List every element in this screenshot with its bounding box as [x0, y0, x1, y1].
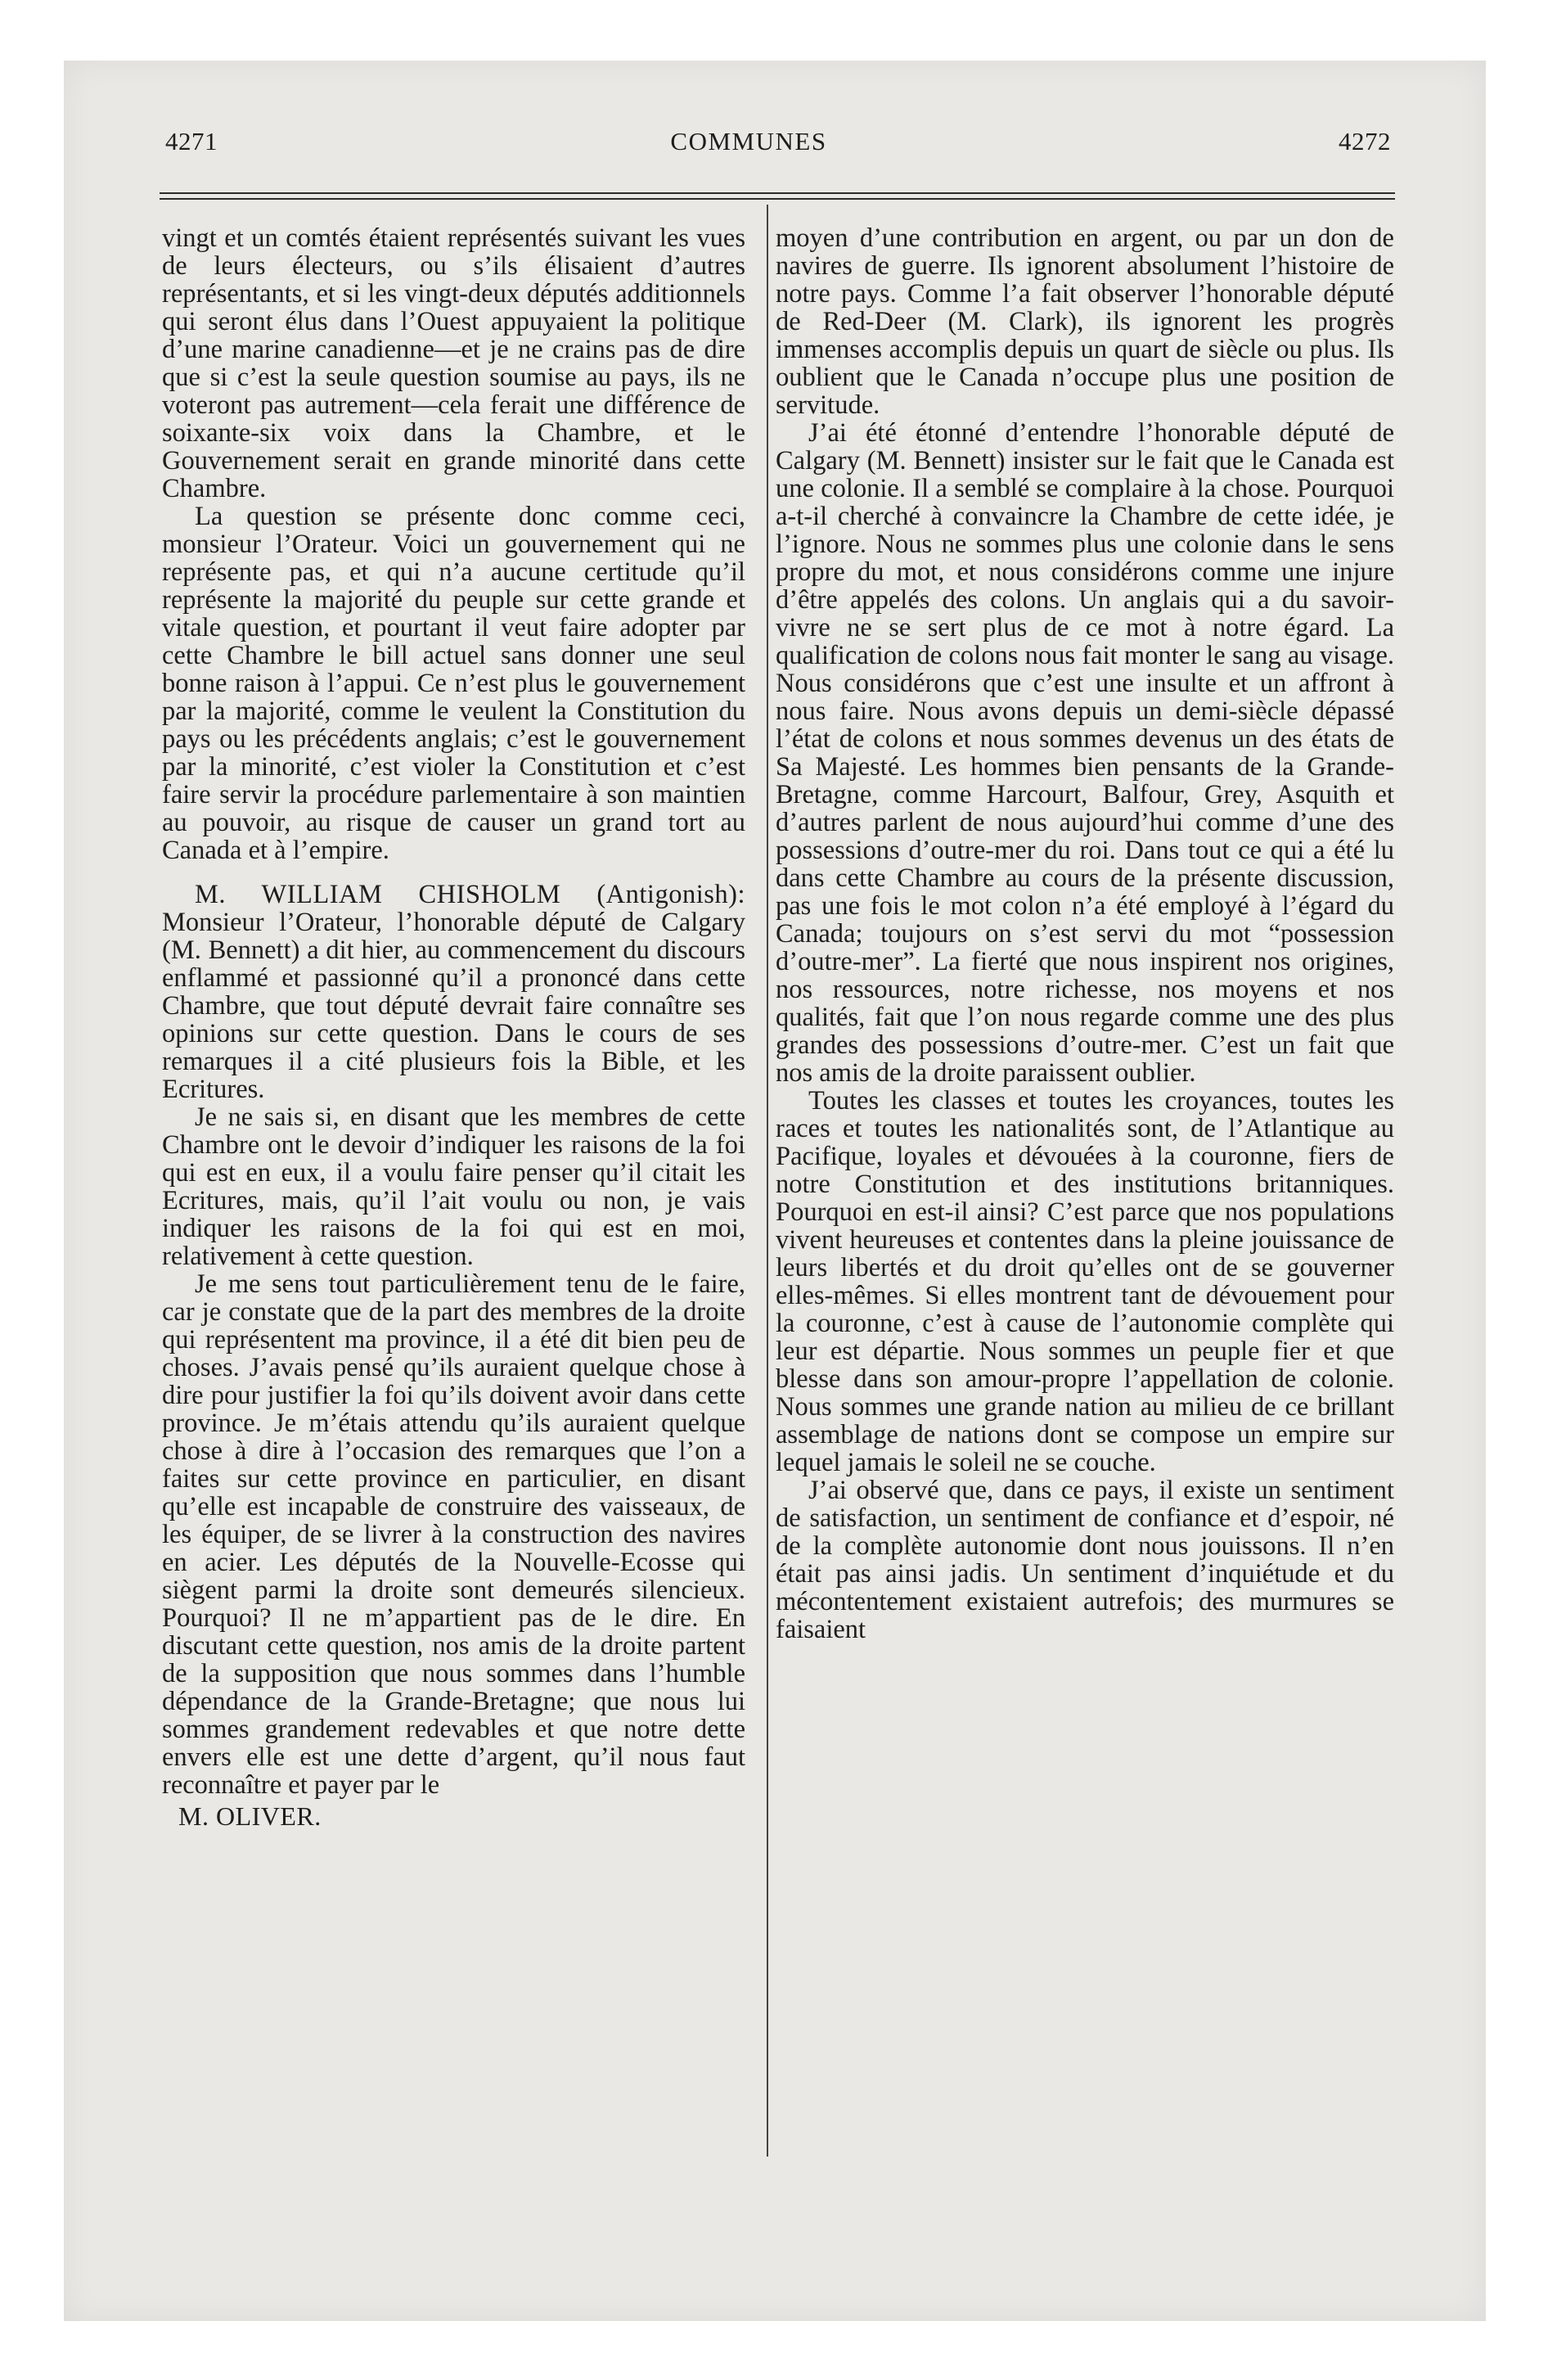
speaker-name: M. WILLIAM CHISHOLM (Antigonish):	[195, 880, 745, 909]
running-foot: M. OLIVER.	[178, 1801, 322, 1831]
header-rule-bottom	[160, 198, 1395, 200]
right-paragraph-1: moyen d’une contribution en argent, ou par un don de navires de guerre. Ils ignorent absolument l’histoire de notre pays. Comme l’a fait observer l’honorable député de Red-Deer (M. Clark), ils ignorent les progrès immenses accomplis depuis un quart de siècle ou plus. Ils oublient que le Canada n’occupe plus une position de servitude.	[776, 223, 1394, 420]
column-divider	[767, 205, 768, 2157]
running-title: COMMUNES	[670, 127, 827, 156]
header-rule-top	[160, 192, 1395, 194]
right-paragraph-3: Toutes les classes et toutes les croyances, toutes les races et toutes les nationalités sont, de l’Atlantique au Pacifique, loyales et dévouées à la couronne, fiers de notre Constitution et des institutions britanniques. Pourquoi en est-il ainsi? C’est parce que nos populations vivent heureuses et contentes dans la pleine jouissance de leurs libertés et du droit qu’elles ont de se gouverner elles-mêmes. Si elles montrent tant de dévouement pour la couronne, c’est à cause de l’autonomie complète qui leur est départie. Nous sommes un peuple fier et que blesse dans son amour-propre l’appellation de colonie. Nous sommes une grande nation au milieu de ce brillant assemblage de nations dont se compose un empire sur lequel jamais le soleil ne se couche.	[776, 1086, 1394, 1477]
left-paragraph-2: La question se présente donc comme ceci, monsieur l’Orateur. Voici un gouvernement qui ne représente pas, et qui n’a aucune certitude qu’il représente la majorité du peuple sur cette grande et vitale question, et pourtant il veut faire adopter par cette Chambre le bill actuel sans donner une seul bonne raison à l’appui. Ce n’est plus le gouvernement par la majorité, comme le veulent la Constitution du pays ou les précédents anglais; c’est le gouvernement par la minorité, c’est violer la Constitution et c’est faire servir la procédure parlementaire à son maintien au pouvoir, au risque de causer un grand tort au Canada et à l’empire.	[162, 502, 745, 865]
left-paragraph-4: Je ne sais si, en disant que les membres de cette Chambre ont le devoir d’indiquer les raisons de la foi qui est en eux, il a voulu faire penser qu’il citait les Ecritures, mais, qu’il l’ait voulu ou non, je vais indiquer les raisons de la foi qui est en moi, relativement à cette question.	[162, 1102, 745, 1271]
right-column	[776, 224, 1394, 1643]
page-number-left: 4271	[165, 127, 218, 156]
page-number-right: 4272	[1339, 127, 1391, 156]
left-paragraph-5: Je me sens tout particulièrement tenu de le faire, car je constate que de la part des membres de la droite qui représentent ma province, il a été dit bien peu de choses. J’avais pensé qu’ils auraient quelque chose à dire pour justifier la foi qu’ils doivent avoir dans cette province. Je m’étais attendu qu’ils auraient quelque chose à dire à l’occasion des remarques que l’on a faites sur cette province en particulier, en disant qu’elle est incapable de construire des vaisseaux, de les équiper, de se livrer à la construction des navires en acier. Les députés de la Nouvelle-Ecosse qui siègent parmi la droite sont demeurés silencieux. Pourquoi? Il ne m’appartient pas de le dire. En discutant cette question, nos amis de la droite partent de la supposition que nous sommes dans l’humble dépendance de la Grande-Bretagne; que nous lui sommes grandement redevables et que notre dette envers elle est une dette d’argent, qu’il nous faut reconnaître et payer par le	[162, 1269, 745, 1800]
page-header	[106, 121, 1391, 162]
left-column	[162, 224, 745, 1830]
speech-opening: Monsieur l’Orateur, l’honorable député de Calgary (M. Bennett) a dit hier, au commencement du discours enflammé et passionné qu’il a prononcé dans cette Chambre, que tout député devrait faire connaître ses opinions sur cette question. Dans le cours de ses remarques il a cité plusieurs fois la Bible, et les Ecritures.	[162, 908, 745, 1104]
right-paragraph-4: J’ai observé que, dans ce pays, il existe un sentiment de satisfaction, un sentiment de confiance et d’espoir, né de la complète autonomie dont nous jouissons. Il n’en était pas ainsi jadis. Un sentiment d’inquiétude et du mécontentement existaient autrefois; des murmures se faisaient	[776, 1476, 1394, 1644]
right-paragraph-2: J’ai été étonné d’entendre l’honorable député de Calgary (M. Bennett) insister sur le fait que le Canada est une colonie. Il a semblé se complaire à la chose. Pourquoi a-t-il cherché à convaincre la Chambre de cette idée, je l’ignore. Nous ne sommes plus une colonie dans le sens propre du mot, et nous considérons comme une injure d’être appelés des colons. Un anglais qui a du savoir-vivre ne se sert plus de ce mot à notre égard. La qualification de colons nous fait monter le sang au visage. Nous considérons que c’est une insulte et un affront à nous faire. Nous avons depuis un demi-siècle dépassé l’état de colons et nous sommes devenus un des états de Sa Majesté. Les hommes bien pensants de la Grande-Bretagne, comme Harcourt, Balfour, Grey, Asquith et d’autres parlent de nous aujourd’hui comme d’une des possessions d’outre-mer du roi. Dans tout ce qui a été lu dans cette Chambre au cours de la présente discussion, pas une fois le mot colon n’a été employé à l’égard du Canada; toujours on s’est servi du mot “possession d’outre-mer”. La fierté que nous inspirent nos origines, nos ressources, notre richesse, nos moyens et nos qualités, fait que l’on nous regarde comme une des plus grandes des possessions d’outre-mer. C’est un fait que nos amis de la droite paraissent oublier.	[776, 418, 1394, 1088]
speech-paragraph	[162, 881, 745, 1103]
left-paragraph-1: vingt et un comtés étaient représentés suivant les vues de leurs électeurs, ou s’ils élisaient d’autres représentants, et si les vingt-deux députés additionnels qui seront élus dans l’Ouest appuyaient la politique d’une marine canadienne—et je ne crains pas de dire que si c’est la seule question soumise au pays, ils ne voteront pas autrement—cela ferait une différence de soixante-six voix dans la Chambre, et le Gouvernement serait en grande minorité dans cette Chambre.	[162, 223, 745, 503]
